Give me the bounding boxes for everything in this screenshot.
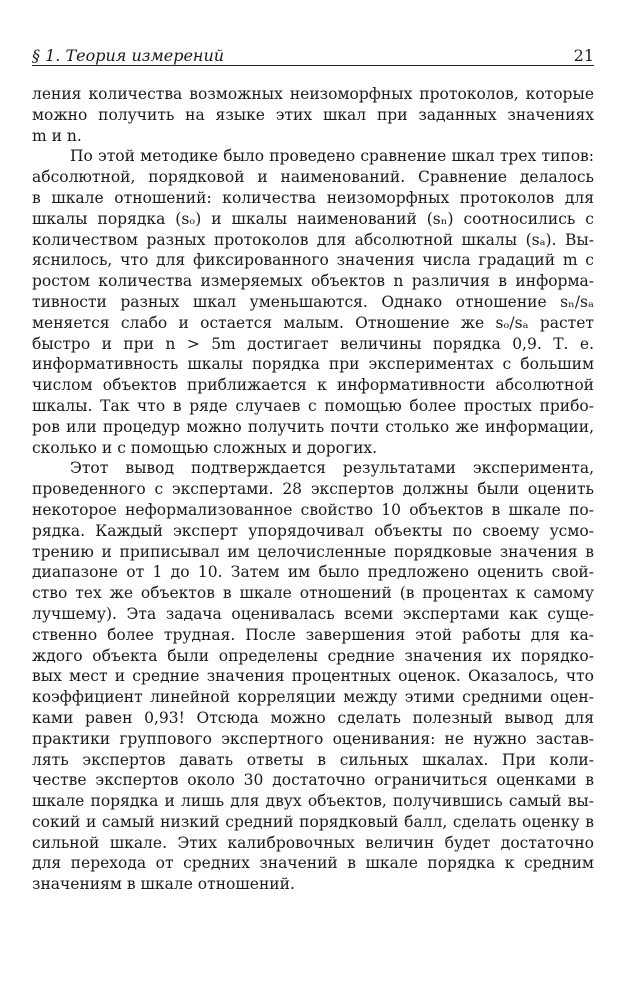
text-line: Этот вывод подтверждается результатами эксперимента, [70,459,594,478]
text-line: лять экспертов давать ответы в сильных шкалах. При коли- [32,750,594,769]
text-line: ждого объекта были определены средние значения их порядко- [32,646,594,665]
text-line: абсолютной, порядковой и наименований. Сравнение делалось [32,168,594,187]
paragraph [32,146,594,458]
text-line: ство тех же объектов в шкале отношений (в процентах к самому [32,584,594,603]
text-line: шкале порядка и лишь для двух объектов, получившись самый вы- [32,792,594,811]
text-line: значениям в шкале отношений. [32,875,295,894]
text-line: диапазоне от 1 до 10. Затем им было предложено оценить свой- [32,563,594,582]
text-line: для перехода от средних значений в шкале порядка к средним [32,854,594,873]
paragraph [32,458,594,895]
text-line: информативность шкалы порядка при экспериментах с большим [32,355,594,374]
text-line: ственно более трудная. После завершения этой работы для ка- [32,625,594,644]
text-line: честве экспертов около 30 достаточно ограничиться оценками в [32,771,594,790]
section-title: § 1. Теория измерений [32,46,225,65]
text-line: яснилось, что для фиксированного значения числа градаций m с [32,251,594,270]
text-line: шкалы порядка (sₒ) и шкалы наименований (sₙ) соотносились с [32,209,594,228]
text-line: лучшему). Эта задача оценивалась всеми экспертами как суще- [32,604,594,623]
text-line: m и n. [32,126,82,145]
page-body [32,84,594,895]
text-line: практики группового экспертного оценивания: не нужно застав- [32,729,594,748]
text-line: в шкале отношений: количества неизоморфных протоколов для [32,188,594,207]
text-line: сколько и с помощью сложных и дорогих. [32,438,378,457]
text-line: проведенного с экспертами. 28 экспертов должны были оценить [32,480,594,499]
text-line: ров или процедур можно получить почти столько же информации, [32,417,594,436]
text-line: тивности разных шкал уменьшаются. Однако отношение sₙ/sₐ [32,292,594,311]
text-line: количеством разных протоколов для абсолютной шкалы (sₐ). Вы- [32,230,594,249]
text-line: ками равен 0,93! Отсюда можно сделать полезный вывод для [32,708,594,727]
text-line: сокий и самый низкий средний порядковый балл, сделать оценку в [32,812,594,831]
text-line: быстро и при n > 5m достигает величины порядка 0,9. Т. е. [32,334,594,353]
running-header [32,40,594,66]
text-line: коэффициент линейной корреляции между этими средними оцен- [32,688,594,707]
text-line: трению и приписывал им целочисленные порядковые значения в [32,542,594,561]
text-line: можно получить на языке этих шкал при заданных значениях [32,105,594,124]
text-line: шкалы. Так что в ряде случаев с помощью более простых прибо- [32,396,594,415]
text-line: ростом количества измеряемых объектов n различия в информа- [32,272,594,291]
text-line: ления количества возможных неизоморфных протоколов, которые [32,85,594,103]
text-line: некоторое неформализованное свойство 10 объектов в шкале по- [32,500,594,519]
text-line: По этой методике было проведено сравнение шкал трех типов: [70,147,594,166]
paragraph [32,84,594,146]
text-line: сильной шкале. Этих калибровочных величин будет достаточно [32,833,594,852]
text-line: рядка. Каждый эксперт упорядочивал объекты по своему усмо- [32,521,594,540]
text-line: числом объектов приближается к информативности абсолютной [32,376,594,395]
text-line: меняется слабо и остается малым. Отношение же sₒ/sₐ растет [32,313,594,332]
page-number: 21 [573,46,594,65]
text-line: вых мест и средние значения процентных оценок. Оказалось, что [32,667,594,686]
